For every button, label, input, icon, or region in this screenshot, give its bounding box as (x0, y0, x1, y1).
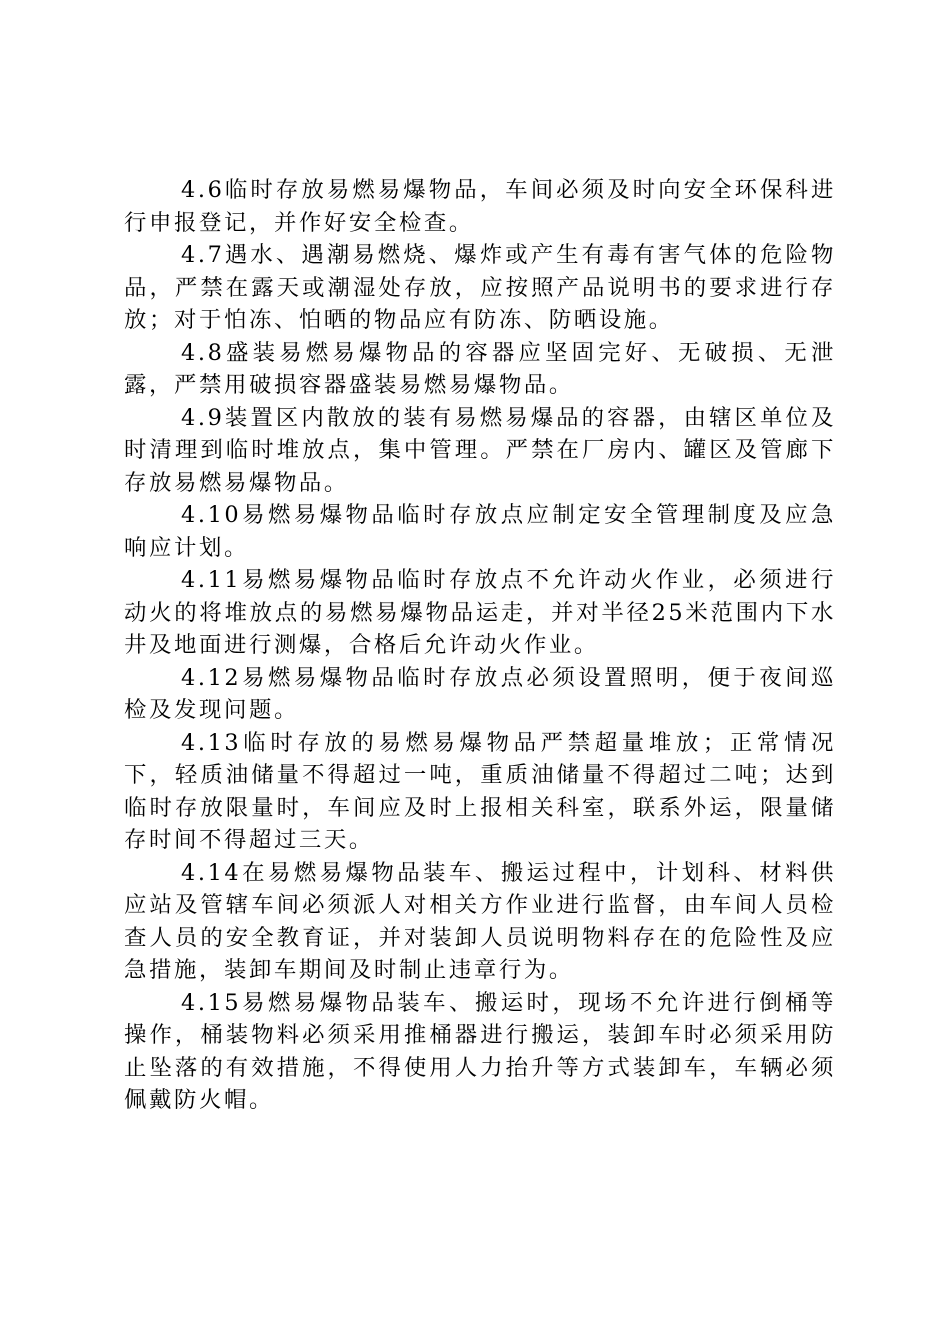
paragraph-4-7: 4.7遇水、遇潮易燃烧、爆炸或产生有毒有害气体的危险物品，严禁在露天或潮湿处存放，应按照产品说明书的要求进行存放；对于怕冻、怕晒的物品应有防冻、防晒设施。 (124, 242, 836, 333)
document-body (124, 174, 836, 1117)
paragraph-4-10: 4.10易燃易爆物品临时存放点应制定安全管理制度及应急响应计划。 (124, 502, 836, 561)
paragraph-4-14: 4.14在易燃易爆物品装车、搬运过程中，计划科、材料供应站及管辖车间必须派人对相关方作业进行监督，由车间人员检查人员的安全教育证，并对装卸人员说明物料存在的危险性及应急措施，装卸车期间及时制止违章行为。 (124, 859, 836, 983)
paragraph-4-13: 4.13临时存放的易燃易爆物品严禁超量堆放；正常情况下，轻质油储量不得超过一吨，重质油储量不得超过二吨；达到临时存放限量时，车间应及时上报相关科室，联系外运，限量储存时间不得超过三天。 (124, 729, 836, 853)
paragraph-4-15: 4.15易燃易爆物品装车、搬运时，现场不允许进行倒桶等操作，桶装物料必须采用推桶器进行搬运，装卸车时必须采用防止坠落的有效措施，不得使用人力抬升等方式装卸车，车辆必须佩戴防火帽。 (124, 989, 836, 1113)
paragraph-4-8: 4.8盛装易燃易爆物品的容器应坚固完好、无破损、无泄露，严禁用破损容器盛装易燃易爆物品。 (124, 339, 836, 398)
paragraph-4-12: 4.12易燃易爆物品临时存放点必须设置照明，便于夜间巡检及发现问题。 (124, 664, 836, 723)
paragraph-4-6: 4.6临时存放易燃易爆物品，车间必须及时向安全环保科进行申报登记，并作好安全检查。 (124, 177, 836, 236)
paragraph-4-11: 4.11易燃易爆物品临时存放点不允许动火作业，必须进行动火的将堆放点的易燃易爆物品运走，并对半径25米范围内下水井及地面进行测爆，合格后允许动火作业。 (124, 567, 836, 658)
paragraph-4-9: 4.9装置区内散放的装有易燃易爆品的容器，由辖区单位及时清理到临时堆放点，集中管理。严禁在厂房内、罐区及管廊下存放易燃易爆物品。 (124, 404, 836, 496)
